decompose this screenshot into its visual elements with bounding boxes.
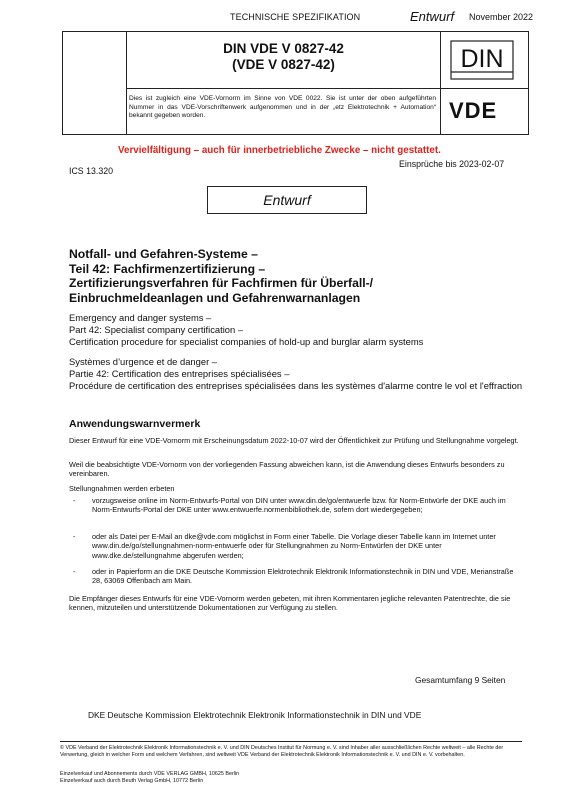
divider	[127, 88, 528, 89]
title-line: Einbruchmeldeanlagen und Gefahrenwarnanlagen	[69, 290, 361, 305]
footer-divider	[60, 741, 522, 742]
warning-heading: Anwendungswarnvermerk	[69, 418, 201, 430]
publication-date: November 2022	[469, 12, 534, 22]
title-line: Emergency and danger systems –	[69, 312, 212, 323]
copyright-notice: © VDE Verband der Elektrotechnik Elektronik Informationstechnik e. V. und DIN Deutsches Institut für Normung e. V. sind Inhaber aller ausschließlichen Rechte weltweit – alle Rechte der Verwertung, gleich in welcher Form und welchem Verfahren, sind weltweit VDE Verband der Elektrotechnik Elektronik Informationstechnik e. V. und DIN e. V. vorbehalten.	[60, 745, 504, 758]
title-line: Teil 42: Fachfirmenzertifizierung –	[69, 261, 266, 276]
list-bullet: -	[73, 532, 76, 541]
warning-paragraph: Dieser Entwurf für eine VDE-Vornorm mit Erscheinungsdatum 2022-10-07 wird der Öffentlichkeit zur Prüfung und Stellungnahme vorgelegt.	[69, 436, 519, 445]
standard-alt-number: (VDE V 0827-42)	[232, 57, 335, 72]
ics-code: ICS 13.320	[69, 166, 114, 176]
title-german	[69, 247, 373, 305]
vde-logo: VDE	[449, 98, 498, 123]
list-item	[69, 567, 521, 586]
reproduction-notice: Vervielfältigung – auch für innerbetriebliche Zwecke – nicht gestattet.	[118, 145, 441, 156]
vde-note: Dies ist zugleich eine VDE-Vornorm im Sinne von VDE 0022. Sie ist unter der oben aufgeführten Nummer in das VDE-Vorschriftenwerk aufgenommen und in der „etz Elektrotechnik + Automation“ bekannt gegeben worden.	[129, 95, 436, 120]
warning-paragraph: Stellungnahmen werden erbeten	[69, 484, 175, 493]
draft-box: Entwurf	[207, 186, 367, 214]
standard-header-box	[62, 31, 529, 135]
din-logo-text: DIN	[460, 45, 504, 73]
din-logo	[450, 40, 514, 85]
title-line: Systèmes d’urgence et de danger –	[69, 356, 218, 367]
total-pages: Gesamtumfang 9 Seiten	[415, 675, 506, 685]
document-type: TECHNISCHE SPEZIFIKATION	[230, 12, 361, 22]
list-item-text: oder in Papierform an die DKE Deutsche Kommission Elektrotechnik Elektronik Informationstechnik in DIN und VDE, Merianstraße 28, 63069 Offenbach am Main.	[92, 567, 514, 586]
standard-number-block	[127, 41, 440, 73]
list-bullet: -	[73, 567, 76, 576]
list-item-text: oder als Datei per E-Mail an dke@vde.com möglichst in Form einer Tabelle. Die Vorlage dieser Tabelle kann im Internet unter www.din.de/go/stellungnahmen-norm-entwuerfe oder für Stellungnahmen zu Norm-Entwürfen der DKE unter www.dke.de/stellungnahme abgerufen werden;	[92, 532, 496, 560]
warning-paragraph: Die Empfänger dieses Entwurfs für eine VDE-Vornorm werden gebeten, mit ihren Kommentaren jegliche relevanten Patentrechte, die sie kennen, mitzuteilen und unterstützende Dokumentationen zur Verfügung zu stellen.	[69, 594, 511, 613]
title-line: Certification procedure for specialist companies of hold-up and burglar alarm systems	[69, 335, 424, 347]
title-line: Part 42: Specialist company certification –	[69, 323, 244, 335]
title-line: Procédure de certification des entreprises spécialisées dans les systèmes d'alarme contre le vol et l'effraction	[69, 379, 523, 391]
sales-notice: Einzelverkauf und Abonnements durch VDE VERLAG GMBH, 10625 Berlin	[60, 771, 240, 777]
objection-deadline: Einsprüche bis 2023-02-07	[399, 159, 505, 169]
title-french	[69, 356, 524, 391]
title-english	[69, 312, 423, 347]
title-line: Notfall- und Gefahren-Systeme –	[69, 247, 258, 261]
draft-label: Entwurf	[410, 9, 455, 24]
warning-paragraph: Weil die beabsichtigte VDE-Vornorm von der vorliegenden Fassung abweichen kann, ist die Anwendung dieses Entwurfs besonders zu vereinbaren.	[69, 460, 505, 479]
title-line: Zertifizierungsverfahren für Fachfirmen für Überfall-/	[69, 276, 374, 291]
divider	[440, 32, 441, 134]
list-item	[69, 496, 521, 515]
list-item	[69, 532, 521, 560]
list-bullet: -	[73, 496, 76, 505]
list-item-text: vorzugsweise online im Norm-Entwurfs-Portal von DIN unter www.din.de/go/entwuerfe bzw. für Norm-Entwürfe der DKE auch im Norm-Entwurfs-Portal der DKE unter www.entwuerfe.normenbibliothek.de, sofern dort wiedergegeben;	[92, 496, 506, 515]
footer-organization: DKE Deutsche Kommission Elektrotechnik Elektronik Informationstechnik in DIN und VDE	[88, 710, 422, 720]
standard-number: DIN VDE V 0827-42	[223, 41, 344, 56]
title-line: Partie 42: Certification des entreprises spécialisées –	[69, 367, 290, 379]
sales-notice: Einzelverkauf auch durch Beuth Verlag GmbH, 10772 Berlin	[60, 778, 204, 784]
